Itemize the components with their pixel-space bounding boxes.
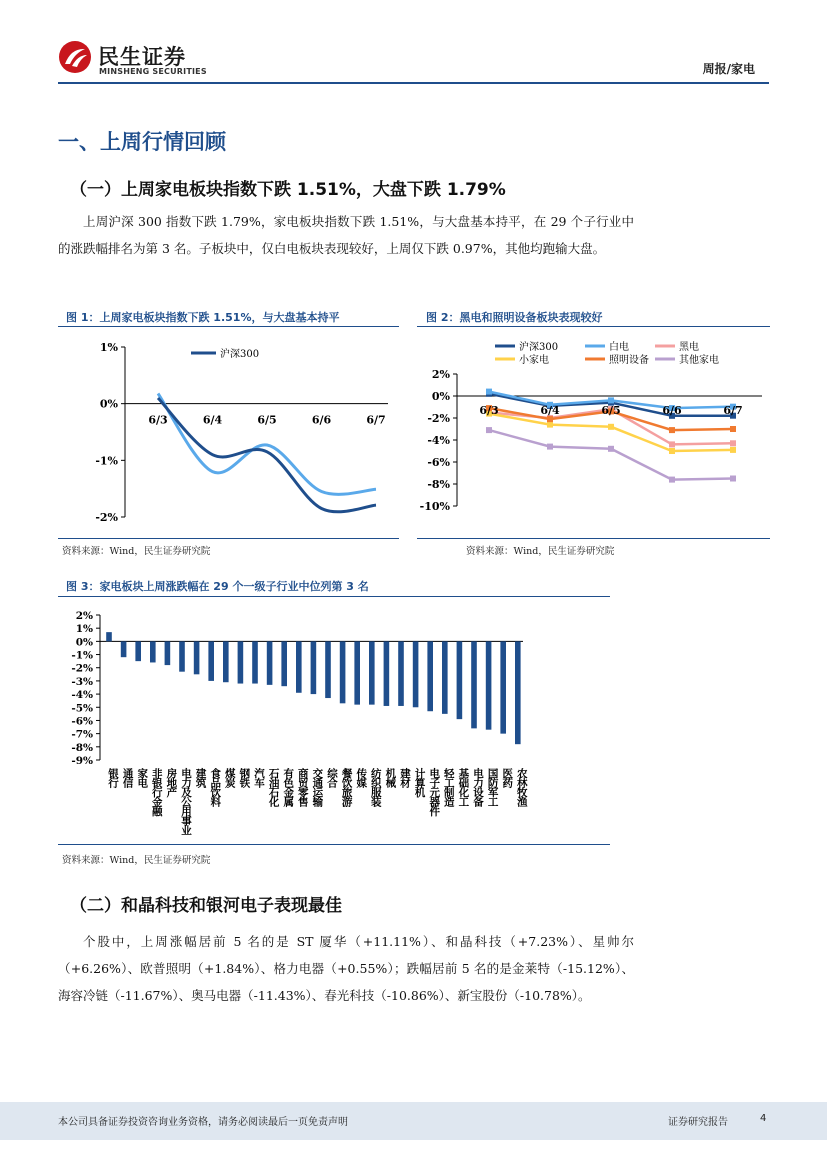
chart-2-marker [608,446,614,452]
figure-2-chart [417,330,770,530]
chart-3-bar [252,641,258,683]
chart-2-x-tick-label: 6/3 [479,404,499,417]
chart-3-bar [398,641,404,706]
chart-3-y-tick-label: 0% [75,636,93,649]
chart-2-marker [608,397,614,403]
chart-2-legend-label: 沪深300 [519,342,559,353]
chart-2-x-tick-label: 6/5 [601,404,621,417]
chart-3-bar [267,641,273,685]
header-divider [58,82,769,84]
chart-3-category-label: 商贸零售 [296,768,309,806]
chart-3-bar [106,632,112,641]
chart-3-bar [369,641,375,704]
chart-3-bar [238,641,244,683]
figure-2-source: 资料来源：Wind，民生证券研究院 [466,546,615,557]
chart-3-bar [354,641,360,704]
chart-1-y-tick-label: -2% [95,511,118,524]
chart-2-legend-label: 小家电 [519,355,549,366]
figure-1-chart [58,330,399,530]
figure-1-top-rule [58,326,399,327]
chart-3-bar [427,641,433,711]
chart-3-bar [486,641,492,729]
chart-3-y-tick-label: -9% [71,755,93,767]
subsection-1-title: （一）上周家电板块指数下跌 1.51%，大盘下跌 1.79% [70,180,506,200]
chart-1-x-tick-label: 6/5 [257,413,277,427]
chart-3-y-tick-label: -3% [71,675,93,688]
chart-3-y-tick-label: -8% [71,741,93,754]
chart-2-legend-label: 白电 [609,342,629,353]
chart-2-legend-label: 其他家电 [679,355,719,366]
footer-disclaimer: 本公司具备证券投资咨询业务资格，请务必阅读最后一页免责声明 [58,1117,348,1128]
chart-3-bar [135,641,141,661]
chart-2-legend-label: 照明设备 [609,355,649,366]
chart-3-bar [165,641,171,665]
chart-3-y-tick-label: -5% [71,702,93,715]
chart-3-category-label: 钢铁 [238,768,251,787]
chart-2-y-tick-label: -4% [427,434,450,447]
chart-2-marker [730,440,736,446]
figure-3-top-rule [58,596,610,597]
chart-3-bar [194,641,200,674]
chart-3-category-label: 房地产 [165,768,178,797]
chart-3-category-label: 纺织服装 [369,768,382,806]
chart-2-x-tick-label: 6/7 [723,404,743,417]
chart-3-category-label: 医药 [501,768,514,787]
chart-3-bar [179,641,185,671]
figure-3-bottom-rule [58,844,610,845]
chart-3-category-label: 电力及公用事业 [180,768,192,835]
chart-2-marker [486,427,492,433]
page-number: 4 [760,1113,767,1124]
chart-3-category-label: 农林牧渔 [515,768,528,806]
chart-3-category-label: 建材 [399,768,411,787]
chart-3-category-label: 基础化工 [457,768,470,806]
chart-1-x-tick-label: 6/6 [311,413,332,427]
chart-2-marker [486,389,492,395]
figure-2-title: 图 2：黑电和照明设备板块表现较好 [426,311,603,324]
chart-3-bar [500,641,506,733]
chart-2-marker [669,441,675,447]
chart-3-category-label: 建筑 [194,768,207,787]
chart-3-category-label: 有色金属 [282,768,295,806]
chart-2-x-tick-label: 6/6 [662,404,682,417]
chart-2-marker [669,477,675,483]
chart-2-marker [669,427,675,433]
chart-3-category-label: 煤炭 [223,768,236,787]
chart-3-category-label: 食品饮料 [209,768,222,806]
chart-2-marker [730,447,736,453]
chart-2-y-tick-label: -8% [427,478,450,491]
chart-3-category-label: 电子元器件 [428,768,441,816]
chart-3-category-label: 通信 [121,768,134,787]
figure-1-source: 资料来源：Wind，民生证券研究院 [62,546,211,557]
chart-2-y-tick-label: 0% [431,390,450,403]
chart-3-category-label: 国防军工 [486,768,499,806]
figure-3-source: 资料来源：Wind，民生证券研究院 [62,855,211,866]
chart-2-marker [547,416,553,422]
chart-3-bar [223,641,229,682]
chart-3-category-label: 综合 [326,768,338,787]
chart-3-bar [121,641,127,657]
chart-2-series-line [489,414,733,451]
chart-3-category-label: 电力设备 [472,768,484,806]
chart-2-y-tick-label: -6% [427,456,450,469]
minsheng-logo-icon [58,40,92,74]
chart-3-bar [457,641,463,719]
chart-3-bar [384,641,390,706]
chart-3-bar [471,641,477,728]
chart-3-category-label: 交通运输 [311,768,324,806]
chart-3-y-tick-label: 2% [75,610,93,622]
chart-3-category-label: 银行 [107,768,119,787]
chart-3-category-label: 轻工制造 [442,768,455,806]
chart-2-x-tick-label: 6/4 [540,404,560,417]
chart-3-bar [311,641,317,694]
chart-2-legend-label: 黑电 [679,342,699,353]
figure-3-chart [58,600,610,840]
chart-3-category-label: 非银行金融 [150,768,163,816]
chart-3-category-label: 计算机 [413,768,426,797]
chart-3-y-tick-label: -6% [71,715,93,728]
chart-1-x-tick-label: 6/4 [202,413,223,427]
footer-report-label: 证券研究报告 [668,1117,728,1128]
report-type: 周报/家电 [702,62,755,76]
chart-1-y-tick-label: -1% [95,454,118,468]
chart-3-bar [515,641,521,744]
brand-name-cn: 民生证券 [98,45,186,69]
chart-3-category-label: 石油石化 [267,768,280,806]
chart-2-marker [730,426,736,432]
chart-3-bar [442,641,448,714]
chart-1-x-tick-label: 6/3 [148,413,168,427]
figure-2-bottom-rule [417,538,770,539]
chart-1-y-tick-label: 1% [99,341,118,354]
chart-3-y-tick-label: -7% [71,728,93,741]
chart-3-y-tick-label: -1% [71,649,93,662]
chart-2-marker [547,444,553,450]
chart-2-marker [669,448,675,454]
chart-1-x-tick-label: 6/7 [366,413,386,427]
chart-3-bar [281,641,287,686]
chart-3-bar [340,641,346,703]
chart-3-bar [325,641,331,698]
brand-name-en: MINSHENG SECURITIES [99,67,207,76]
chart-2-y-tick-label: -2% [427,412,450,425]
chart-3-category-label: 家电 [136,768,149,787]
chart-2-marker [547,422,553,428]
chart-3-y-tick-label: 1% [75,623,93,636]
chart-2-y-tick-label: -10% [419,500,450,513]
figure-2-top-rule [417,326,770,327]
section-title: 一、上周行情回顾 [58,130,226,154]
chart-3-category-label: 汽车 [253,768,265,787]
chart-3-y-tick-label: -4% [71,689,93,702]
chart-1-y-tick-label: 0% [99,397,118,411]
chart-3-bar [296,641,302,692]
chart-3-category-label: 餐饮旅游 [340,768,353,806]
figure-3-title: 图 3：家电板块上周涨跌幅在 29 个一级子行业中位列第 3 名 [66,580,369,593]
subsection-1-paragraph: 上周沪深 300 指数下跌 1.79%，家电板块指数下跌 1.51%，与大盘基本持平，在 29 个子行业中的涨跌幅排名为第 3 名。子板块中，仅白电板块表现较好，上周仅下跌 0.97%，其他均跑输大盘。 [58,214,634,256]
chart-3-category-label: 机械 [384,768,397,787]
chart-3-bar [150,641,156,662]
chart-3-bar [208,641,214,681]
chart-2-series-line [489,430,733,480]
chart-1-legend-label: 沪深300 [220,349,260,360]
chart-3-bar [413,641,419,707]
chart-3-y-tick-label: -2% [71,662,93,675]
subsection-2-paragraph: 个股中，上周涨幅居前 5 名的是 ST 厦华（+11.11%）、和晶科技（+7.23%）、星帅尔（+6.26%）、欧普照明（+1.84%）、格力电器（+0.55%）；跌幅居前 5 名的是金莱特（-15.12%）、海容冷链（-11.67%）、奥马电器（-11.43%）、春光科技（-10.86%）、新宝股份（-10.78%）。 [58,934,634,1003]
subsection-2-title: （二）和晶科技和银河电子表现最佳 [70,896,342,916]
chart-2-marker [608,424,614,430]
chart-1-series-line [158,393,376,494]
chart-3-category-label: 传媒 [355,768,368,787]
chart-2-y-tick-label: 2% [431,368,450,381]
figure-1-title: 图 1：上周家电板块指数下跌 1.51%，与大盘基本持平 [66,311,340,324]
chart-2-marker [730,476,736,482]
figure-1-bottom-rule [58,538,399,539]
